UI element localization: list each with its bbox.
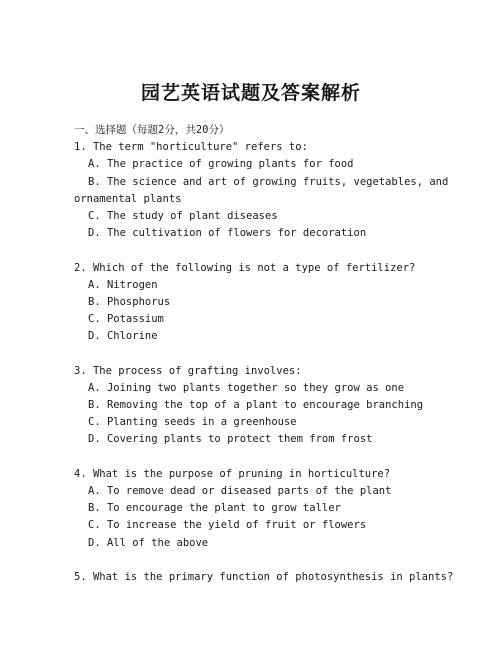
section-heading: 一、选择题（每题2分，共20分） [74, 124, 230, 136]
question-stem: 1. The term "horticulture" refers to: [74, 141, 308, 154]
question-stem: 5. What is the primary function of photosynthesis in plants? [74, 570, 454, 583]
option-d: D. Covering plants to protect them from frost [88, 433, 373, 446]
option-a: A. Joining two plants together so they grow as one [88, 381, 405, 394]
question-3 [74, 363, 424, 449]
document-title: 园艺英语试题及答案解析 [140, 82, 361, 104]
question-1 [74, 139, 449, 242]
spacer [74, 449, 424, 466]
option-c: C. Potassium [88, 313, 164, 326]
option-b: B. To encourage the plant to grow taller [88, 502, 341, 515]
option-c: C. The study of plant diseases [88, 209, 278, 222]
spacer [74, 242, 424, 259]
option-b-continued: ornamental plants [74, 192, 182, 205]
option-d: D. All of the above [88, 536, 209, 549]
option-d: D. The cultivation of flowers for decoration [88, 227, 367, 240]
option-a: A. Nitrogen [88, 278, 158, 291]
option-a: A. To remove dead or diseased parts of the plant [88, 484, 392, 497]
question-4 [74, 466, 424, 552]
question-stem: 2. Which of the following is not a type of fertilizer? [74, 261, 416, 274]
option-c: C. Planting seeds in a greenhouse [88, 416, 297, 429]
option-a: A. The practice of growing plants for food [88, 158, 354, 171]
question-stem: 3. The process of grafting involves: [74, 364, 302, 377]
option-b: B. Phosphorus [88, 295, 171, 308]
option-b: B. The science and art of growing fruits, vegetables, and [88, 175, 449, 188]
question-2 [74, 260, 424, 346]
spacer [74, 552, 424, 569]
option-c: C. To increase the yield of fruit or flowers [88, 519, 367, 532]
question-5 [74, 569, 454, 586]
document-body [74, 122, 454, 586]
spacer [74, 345, 424, 362]
option-d: D. Chlorine [88, 330, 158, 343]
question-stem: 4. What is the purpose of pruning in horticulture? [74, 467, 391, 480]
option-b: B. Removing the top of a plant to encourage branching [88, 399, 424, 411]
